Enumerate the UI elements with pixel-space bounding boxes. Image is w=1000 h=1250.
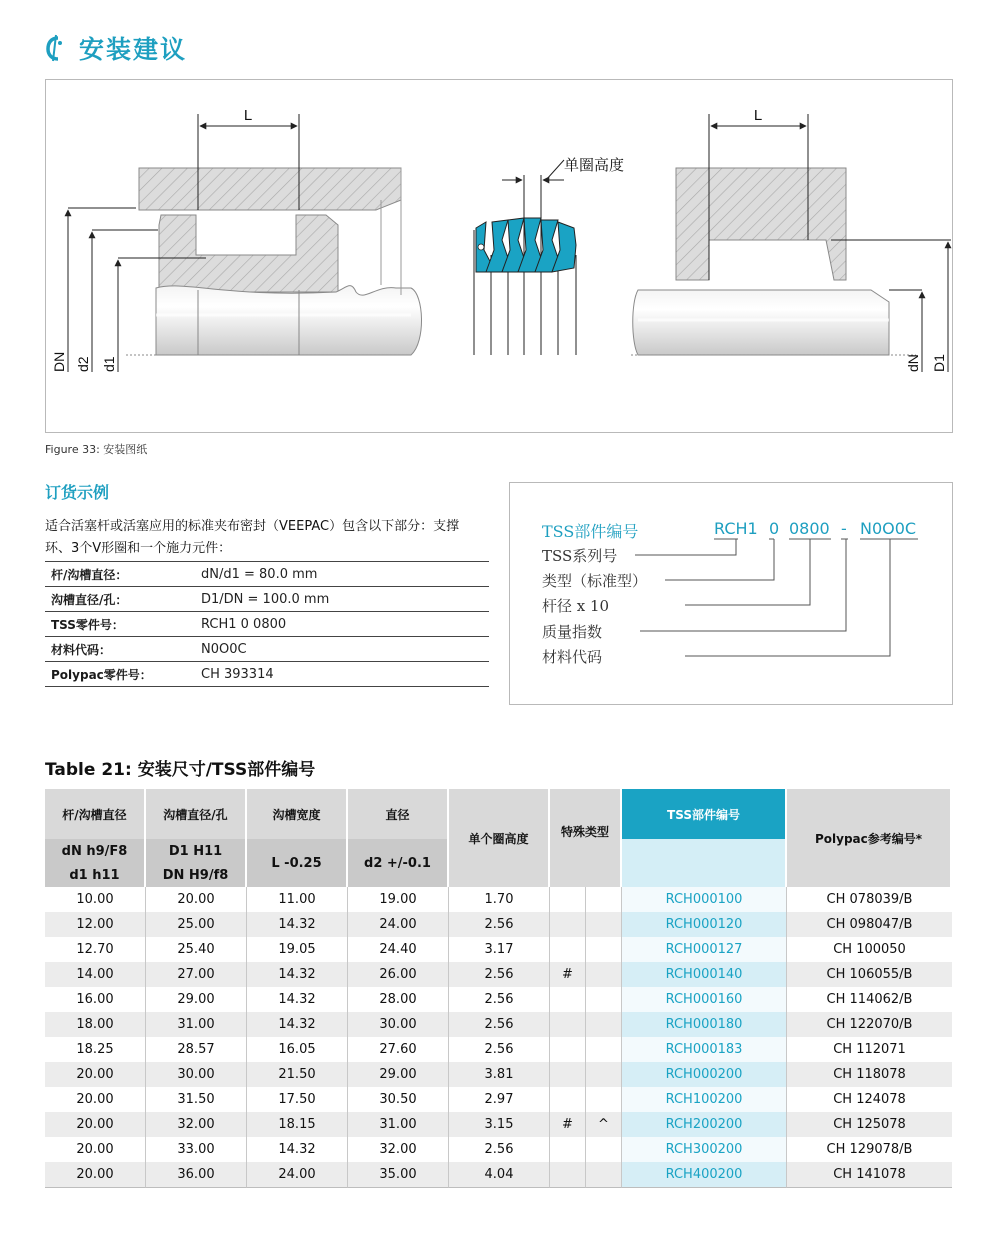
cell-tss-part: RCH100200	[622, 1087, 787, 1112]
cell-bore-dia: 25.00	[146, 912, 247, 937]
header-special-type: 特殊类型	[550, 789, 622, 887]
cell-special-1	[550, 1137, 586, 1162]
cell-groove-width: 14.32	[247, 1012, 348, 1037]
cell-diameter: 28.00	[348, 987, 449, 1012]
cell-ring-height: 2.56	[449, 1137, 550, 1162]
header-tss-sub	[622, 839, 787, 887]
cell-polypac-ref: CH 100050	[833, 942, 906, 957]
cell-ring-height: 4.04	[449, 1162, 550, 1188]
table-row	[45, 887, 952, 912]
cell-polypac-ref: CH 125078	[787, 1112, 952, 1137]
cell-polypac-ref: CH 124078	[833, 1092, 906, 1107]
order-row	[45, 637, 489, 662]
cell-special-1	[550, 1037, 586, 1062]
cell-special-2	[586, 1137, 622, 1162]
cell-bore-dia: 32.00	[146, 1112, 247, 1137]
order-key: TSS零件号：	[45, 612, 195, 637]
cell-polypac-ref: CH 098047/B	[787, 912, 952, 937]
table-row	[45, 912, 952, 937]
code-label-material: 材料代码	[542, 648, 603, 666]
cell-tss-part: RCH200200	[622, 1112, 787, 1137]
cell-groove-width: 14.32	[247, 912, 348, 937]
cell-special-2	[586, 1162, 622, 1188]
cell-rod-dia: 18.25	[45, 1037, 146, 1062]
brand-logo-icon	[45, 34, 65, 62]
cell-polypac-ref: CH 114062/B	[826, 992, 913, 1007]
header-D1-tolerance: D1 H11	[146, 839, 247, 863]
cell-bore-dia: 29.00	[146, 987, 247, 1012]
label-D1: D1	[931, 354, 947, 372]
order-value: CH 393314	[195, 662, 489, 687]
cell-groove-width: 11.00	[247, 887, 348, 912]
cell-special-1	[550, 1087, 586, 1112]
header-diameter: 直径	[348, 789, 449, 839]
code-header: TSS部件编号	[542, 522, 639, 541]
cell-special-1	[550, 1012, 586, 1037]
cell-polypac-ref: CH 112071	[833, 1042, 906, 1057]
seal-stack	[474, 156, 624, 355]
cell-diameter: 35.00	[348, 1162, 449, 1188]
cell-polypac-ref: CH 078039/B	[826, 892, 913, 907]
order-row	[45, 562, 489, 587]
order-example-title: 订货示例	[45, 483, 110, 502]
cell-bore-dia: 31.50	[146, 1087, 247, 1112]
cell-special-2	[586, 912, 622, 937]
cell-diameter: 32.00	[348, 1137, 449, 1162]
cell-bore-dia: 27.00	[146, 962, 247, 987]
cell-bore-dia: 20.00	[146, 887, 247, 912]
cell-diameter: 31.00	[348, 1112, 449, 1137]
cell-rod-dia: 20.00	[45, 1112, 146, 1137]
cell-rod-dia: 14.00	[45, 962, 146, 987]
cell-special-1	[550, 987, 586, 1012]
cell-diameter: 24.40	[348, 937, 449, 962]
order-value: RCH1 0 0800	[195, 612, 489, 637]
cell-rod-dia: 18.00	[45, 1012, 146, 1037]
cell-tss-part: RCH000183	[622, 1037, 787, 1062]
cell-groove-width: 14.32	[247, 962, 348, 987]
label-L-right: L	[753, 107, 763, 124]
cell-diameter: 29.00	[348, 1062, 449, 1087]
order-key: 沟槽直径/孔：	[45, 587, 195, 612]
cell-ring-height: 2.56	[449, 1037, 550, 1062]
cell-polypac-ref: CH 106055/B	[787, 962, 952, 987]
header-DN-tolerance: DN H9/f8	[146, 863, 247, 887]
table-row	[45, 987, 952, 1012]
label-single-height: 单圈高度	[564, 156, 625, 174]
header-d1-tolerance: d1 h11	[45, 863, 146, 887]
cell-bore-dia: 36.00	[146, 1162, 247, 1188]
cell-groove-width: 16.05	[247, 1037, 348, 1062]
cell-bore-dia: 28.57	[146, 1037, 247, 1062]
table-row	[45, 1112, 952, 1137]
order-key: 杆/沟槽直径：	[45, 562, 195, 587]
code-label-quality: 质量指数	[542, 623, 603, 641]
cell-bore-dia: 33.00	[146, 1137, 247, 1162]
cell-tss-part: RCH000127	[622, 937, 787, 962]
cell-ring-height: 3.81	[449, 1062, 550, 1087]
order-key: Polypac零件号：	[45, 662, 195, 687]
cell-ring-height: 2.56	[449, 987, 550, 1012]
cell-ring-height: 3.15	[449, 1112, 550, 1137]
cell-ring-height: 2.56	[449, 962, 550, 987]
order-value: dN/d1 = 80.0 mm	[195, 562, 489, 587]
cell-special-2: ^	[586, 1112, 622, 1137]
cell-tss-part: RCH000120	[622, 912, 787, 937]
cell-rod-dia: 12.00	[45, 912, 146, 937]
table-row	[45, 1062, 952, 1087]
header-groove-bore-dia: 沟槽直径/孔	[146, 789, 247, 839]
cell-special-1: #	[550, 1112, 586, 1137]
header-groove-width: 沟槽宽度	[247, 789, 348, 839]
cell-diameter: 24.00	[348, 912, 449, 937]
installation-diagram	[46, 80, 952, 432]
code-part-type: 0	[769, 519, 780, 538]
cell-special-2	[586, 887, 622, 912]
table-row	[45, 1137, 952, 1162]
cell-bore-dia: 31.00	[146, 1012, 247, 1037]
cell-bore-dia: 30.00	[146, 1062, 247, 1087]
header-dN-tolerance: dN h9/F8	[45, 839, 146, 863]
order-key: 材料代码：	[45, 637, 195, 662]
cell-rod-dia: 20.00	[45, 1162, 146, 1188]
cell-groove-width: 14.32	[247, 987, 348, 1012]
cell-polypac-ref: CH 129078/B	[826, 1142, 913, 1157]
cell-ring-height: 1.70	[449, 887, 550, 912]
order-example-table	[45, 561, 489, 687]
code-label-type: 类型（标准型）	[542, 572, 648, 590]
cell-diameter: 30.50	[348, 1087, 449, 1112]
table-row	[45, 1012, 952, 1037]
table-row	[45, 962, 952, 987]
cell-groove-width: 14.32	[247, 1137, 348, 1162]
cell-groove-width: 19.05	[247, 937, 348, 962]
order-description: 适合活塞杆或活塞应用的标准夹布密封（VEEPAC）包含以下部分：支撑环、3个V形圈和一个施力元件：	[45, 519, 460, 556]
cell-tss-part: RCH000200	[622, 1062, 787, 1087]
cell-groove-width: 24.00	[247, 1162, 348, 1188]
code-leader-lines	[510, 483, 952, 704]
cell-polypac-ref: CH 122070/B	[787, 1012, 952, 1037]
label-d2: d2	[75, 356, 91, 372]
cell-special-2	[586, 1062, 622, 1087]
cell-special-2	[586, 1087, 622, 1112]
order-row	[45, 612, 489, 637]
cell-special-2	[586, 1012, 622, 1037]
right-housing	[631, 107, 951, 372]
cell-rod-dia: 20.00	[45, 1137, 146, 1162]
code-part-dash: -	[841, 519, 847, 538]
table-row	[45, 1162, 952, 1188]
code-part-diameter: 0800	[789, 519, 830, 538]
header-rod-groove-dia: 杆/沟槽直径	[45, 789, 146, 839]
label-DN: DN	[51, 351, 67, 372]
header-polypac-ref: Polypac参考编号*	[787, 789, 952, 887]
section-title: 安装建议	[79, 35, 188, 64]
cell-ring-height: 3.17	[449, 937, 550, 962]
cell-tss-part: RCH000140	[622, 962, 787, 987]
cell-rod-dia: 12.70	[45, 937, 146, 962]
table-row	[45, 1037, 952, 1062]
figure-caption: Figure 33: 安装图纸	[45, 443, 148, 456]
cell-tss-part: RCH000100	[622, 887, 787, 912]
cell-special-1	[550, 1062, 586, 1087]
order-row	[45, 587, 489, 612]
cell-ring-height: 2.56	[449, 1012, 550, 1037]
cell-special-1	[550, 937, 586, 962]
header-tss-part-number: TSS部件编号	[622, 789, 787, 839]
code-part-series: RCH1	[714, 519, 758, 538]
header-d2-tolerance: d2 +/-0.1	[348, 839, 449, 887]
table-row	[45, 937, 952, 962]
cell-rod-dia: 20.00	[45, 1062, 146, 1087]
header-single-ring-height: 单个圈高度	[449, 789, 550, 887]
table-row	[45, 1087, 952, 1112]
order-value: N0O0C	[195, 637, 489, 662]
label-d1: d1	[101, 356, 117, 372]
cell-polypac-ref: CH 118078	[787, 1062, 952, 1087]
cell-rod-dia: 16.00	[45, 987, 146, 1012]
cell-bore-dia: 25.40	[146, 937, 247, 962]
cell-special-1	[550, 887, 586, 912]
cell-diameter: 30.00	[348, 1012, 449, 1037]
cell-ring-height: 2.97	[449, 1087, 550, 1112]
cell-tss-part: RCH000160	[622, 987, 787, 1012]
label-dN: dN	[905, 354, 921, 372]
cell-special-1	[550, 1162, 586, 1188]
installation-drawing	[45, 79, 953, 433]
left-housing	[139, 168, 422, 355]
cell-special-1	[550, 912, 586, 937]
label-L-left: L	[243, 107, 253, 124]
order-value: D1/DN = 100.0 mm	[195, 587, 489, 612]
cell-polypac-ref: CH 141078	[787, 1162, 952, 1188]
cell-special-2	[586, 987, 622, 1012]
cell-rod-dia: 10.00	[45, 887, 146, 912]
code-part-material: N0O0C	[860, 519, 917, 538]
cell-groove-width: 17.50	[247, 1087, 348, 1112]
cell-ring-height: 2.56	[449, 912, 550, 937]
cell-tss-part: RCH300200	[622, 1137, 787, 1162]
section-header	[45, 30, 187, 66]
table-title: Table 21: 安装尺寸/TSS部件编号	[45, 760, 316, 780]
cell-special-2	[586, 962, 622, 987]
cell-tss-part: RCH400200	[622, 1162, 787, 1188]
part-number-breakdown	[509, 482, 953, 705]
cell-rod-dia: 20.00	[45, 1087, 146, 1112]
cell-groove-width: 21.50	[247, 1062, 348, 1087]
cell-tss-part: RCH000180	[622, 1012, 787, 1037]
cell-groove-width: 18.15	[247, 1112, 348, 1137]
cell-special-2	[586, 937, 622, 962]
cell-special-2	[586, 1037, 622, 1062]
cell-diameter: 26.00	[348, 962, 449, 987]
cell-diameter: 19.00	[348, 887, 449, 912]
header-L-tolerance: L -0.25	[247, 839, 348, 887]
code-label-series: TSS系列号	[542, 547, 618, 565]
code-label-rod: 杆径 x 10	[542, 597, 610, 615]
cell-special-1: #	[550, 962, 586, 987]
order-row	[45, 662, 489, 687]
dimensions-table	[45, 789, 952, 1188]
cell-diameter: 27.60	[348, 1037, 449, 1062]
